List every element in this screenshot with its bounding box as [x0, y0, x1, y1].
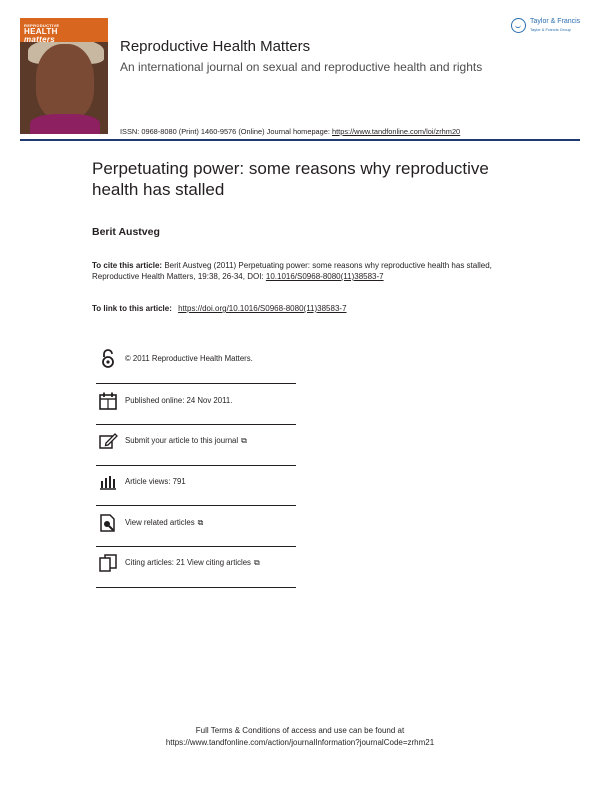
copy-documents-icon: [98, 553, 118, 573]
calendar-icon: [98, 391, 118, 411]
published-date-text: Published online: 24 Nov 2011.: [125, 396, 233, 405]
info-divider: [96, 383, 296, 384]
journal-homepage-link[interactable]: https://www.tandfonline.com/loi/zrhm20: [332, 127, 461, 136]
info-divider: [96, 424, 296, 425]
publisher-tagline: Taylor & Francis Group: [530, 27, 571, 32]
doi-link[interactable]: 10.1016/S0968-8080(11)38583-7: [265, 272, 384, 281]
related-articles-link[interactable]: [125, 518, 203, 528]
cover-title: [24, 23, 59, 44]
related-articles-row[interactable]: [96, 513, 296, 535]
article-views-text: Article views: 791: [125, 477, 186, 486]
article-link-line: [92, 304, 512, 313]
cover-shirt-shape: [30, 114, 100, 134]
copyright-text: © 2011 Reproductive Health Matters.: [125, 354, 253, 363]
info-divider: [96, 465, 296, 466]
cover-title-sub: matters: [24, 35, 56, 44]
cover-title-main: HEALTH: [24, 27, 58, 36]
issn-line: [120, 127, 460, 136]
article-title: Perpetuating power: some reasons why reproductive health has stalled: [92, 159, 489, 199]
external-link-icon: ⧉: [197, 518, 204, 527]
open-access-icon: [98, 349, 118, 369]
publisher-name: Taylor & Francis: [530, 18, 581, 25]
citation-block: [92, 260, 492, 282]
footer-terms-url[interactable]: https://www.tandfonline.com/action/journalInformation?journalCode=zrhm21: [165, 738, 435, 747]
document-search-icon: [98, 513, 118, 533]
bar-chart-icon: [98, 472, 118, 492]
citing-articles-row[interactable]: [96, 553, 296, 575]
external-link-icon: ⧉: [253, 558, 260, 567]
article-doi-url[interactable]: https://doi.org/10.1016/S0968-8080(11)38583-7: [178, 304, 347, 313]
cover-title-top: REPRODUCTIVE: [24, 23, 60, 28]
journal-title: Reproductive Health Matters: [120, 38, 311, 55]
citation-label: To cite this article:: [92, 261, 165, 270]
journal-cover-image: [20, 18, 108, 134]
citation-text: Berit Austveg (2011) Perpetuating power: some reasons why reproductive health has stalled, Reproductive Health Matters, 19:38, 26-34, DOI:: [92, 261, 492, 281]
header-divider: [20, 139, 580, 141]
article-author: Berit Austveg: [92, 226, 160, 238]
issn-text: ISSN: 0968-8080 (Print) 1460-9576 (Online) Journal homepage:: [120, 127, 332, 136]
citing-articles-link[interactable]: [125, 558, 260, 568]
copyright-row: [96, 349, 296, 371]
cover-portrait: [36, 44, 94, 120]
info-divider: [96, 587, 296, 588]
journal-subtitle: An international journal on sexual and reproductive health and rights: [120, 60, 483, 74]
external-link-icon: ⧉: [241, 436, 247, 445]
publisher-logo-icon: [511, 18, 526, 33]
submit-article-row[interactable]: [96, 431, 296, 453]
edit-icon: [98, 431, 118, 451]
submit-article-link[interactable]: [125, 436, 247, 446]
related-articles-text: View related articles: [125, 518, 195, 527]
submit-article-text: Submit your article to this journal: [125, 436, 239, 445]
publisher-logo: [511, 17, 581, 35]
citing-articles-text: Citing articles: 21 View citing articles: [125, 558, 251, 567]
info-divider: [96, 505, 296, 506]
article-link-label: To link to this article:: [92, 304, 175, 313]
article-views-row: [96, 472, 296, 494]
footer-terms: [0, 725, 600, 749]
published-row: [96, 391, 296, 413]
footer-terms-text: Full Terms & Conditions of access and use can be found at: [195, 726, 405, 735]
info-divider: [96, 546, 296, 547]
